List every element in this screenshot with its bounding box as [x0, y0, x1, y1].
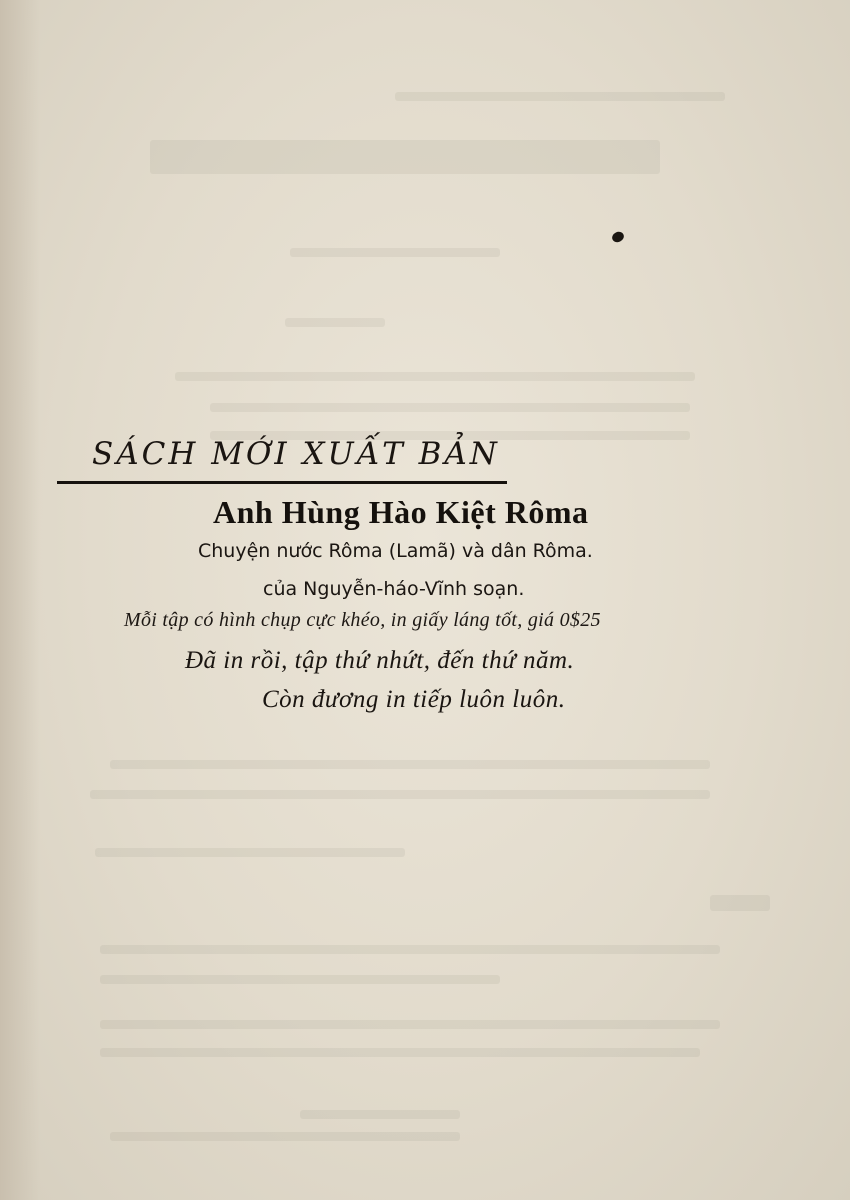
bleed-through-mark — [150, 140, 660, 174]
bleed-through-mark — [290, 248, 500, 257]
page-edge-shadow — [0, 0, 40, 1200]
bleed-through-mark — [710, 895, 770, 911]
bleed-through-mark — [95, 848, 405, 857]
printed-volumes-line: Đã in rồi, tập thứ nhứt, đến thứ năm. — [185, 647, 575, 674]
price-line: Mỗi tập có hình chụp cực khéo, in giấy láng tốt, giá 0$25 — [124, 609, 601, 631]
ink-spot — [610, 230, 625, 244]
bleed-through-mark — [100, 1020, 720, 1029]
bleed-through-mark — [300, 1110, 460, 1119]
bleed-through-mark — [285, 318, 385, 327]
bleed-through-mark — [100, 945, 720, 954]
bleed-through-mark — [110, 760, 710, 769]
continuing-print-line: Còn đương in tiếp luôn luôn. — [262, 686, 566, 713]
bleed-through-mark — [100, 975, 500, 984]
section-heading: SÁCH MỚI XUẤT BẢN — [92, 436, 500, 472]
book-title: Anh Hùng Hào Kiệt Rôma — [213, 494, 589, 530]
book-subtitle: Chuyện nước Rôma (Lamã) và dân Rôma. — [198, 540, 593, 562]
bleed-through-mark — [175, 372, 695, 381]
heading-underline — [57, 481, 507, 484]
book-author: của Nguyễn-háo-Vĩnh soạn. — [263, 578, 525, 600]
bleed-through-mark — [100, 1048, 700, 1057]
bleed-through-mark — [210, 403, 690, 412]
bleed-through-mark — [395, 92, 725, 101]
bleed-through-mark — [90, 790, 710, 799]
bleed-through-mark — [110, 1132, 460, 1141]
